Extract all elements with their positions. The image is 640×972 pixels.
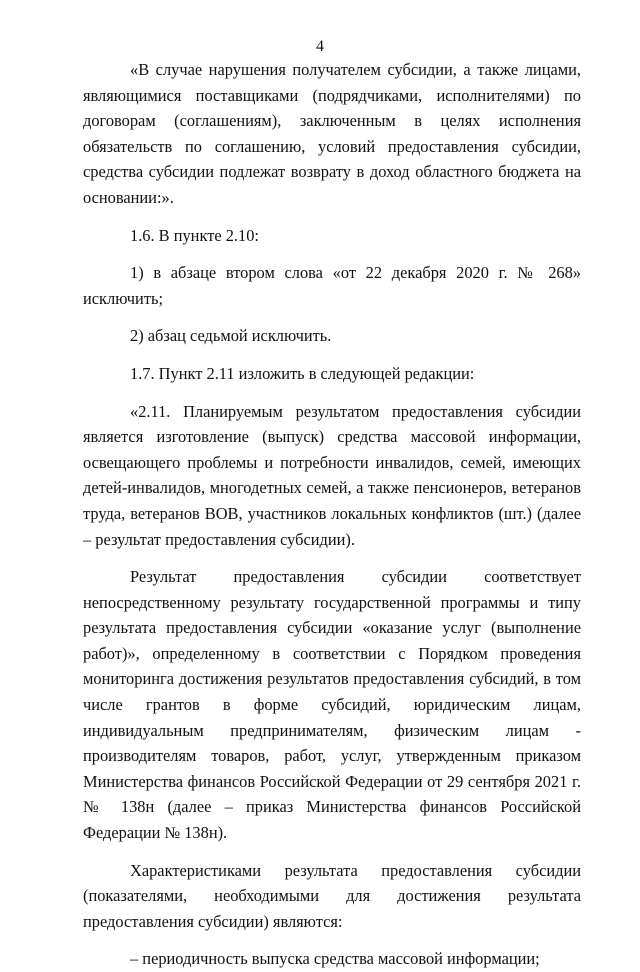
paragraph-item-1-7: 1.7. Пункт 2.11 изложить в следующей редакции: [130, 363, 475, 383]
paragraph-result-correspondence: Результат предоставления субсидии соответствует непосредственному результату государственной программы и типу результата предоставления субсидии «оказание услуг (выполнение работ)», определенному в соответствии с Порядком проведения мониторинга достижения результатов предоставления субсидий, в том числе грантов в форме субсидий, юридическим лицам, индивидуальным предпринимателям, физическим лицам - производителям товаров, работ, услуг, утвержденным приказом Министерства финансов Российской Федерации от 29 сентября 2021 г. № 138н (далее – приказ Министерства финансов Российской Федерации № 138н). [83, 567, 581, 843]
paragraph-item-1-6: 1.6. В пункте 2.10: [130, 225, 259, 245]
paragraph-periodicity-item: – периодичность выпуска средства массовой информации; [130, 949, 540, 969]
paragraph-subsidy-return-clause: «В случае нарушения получателем субсидии, а также лицами, являющимися поставщиками (подрядчиками, исполнителями) по договорам (соглашениям), заключенным в целях исполнения обязательств по соглашению, условий предоставления субсидии, средства субсидии подлежат возврату в доход областного бюджета на основании:». [83, 60, 581, 207]
paragraph-subitem-1: 1) в абзаце втором слова «от 22 декабря 2020 г. № 268» исключить; [83, 263, 581, 308]
document-body [83, 57, 581, 972]
paragraph-subitem-2: 2) абзац седьмой исключить. [130, 326, 332, 346]
page-number: 4 [316, 38, 324, 55]
paragraph-clause-2-11: «2.11. Планируемым результатом предоставления субсидии является изготовление (выпуск) средства массовой информации, освещающего проблемы и потребности инвалидов, семей, имеющих детей-инвалидов, многодетных семей, а также пенсионеров, ветеранов труда, ветеранов ВОВ, участников локальных конфликтов (шт.) (далее – результат предоставления субсидии). [83, 401, 581, 549]
paragraph-result-characteristics: Характеристиками результата предоставления субсидии (показателями, необходимыми для достижения результата предоставления субсидии) являются: [83, 860, 581, 931]
